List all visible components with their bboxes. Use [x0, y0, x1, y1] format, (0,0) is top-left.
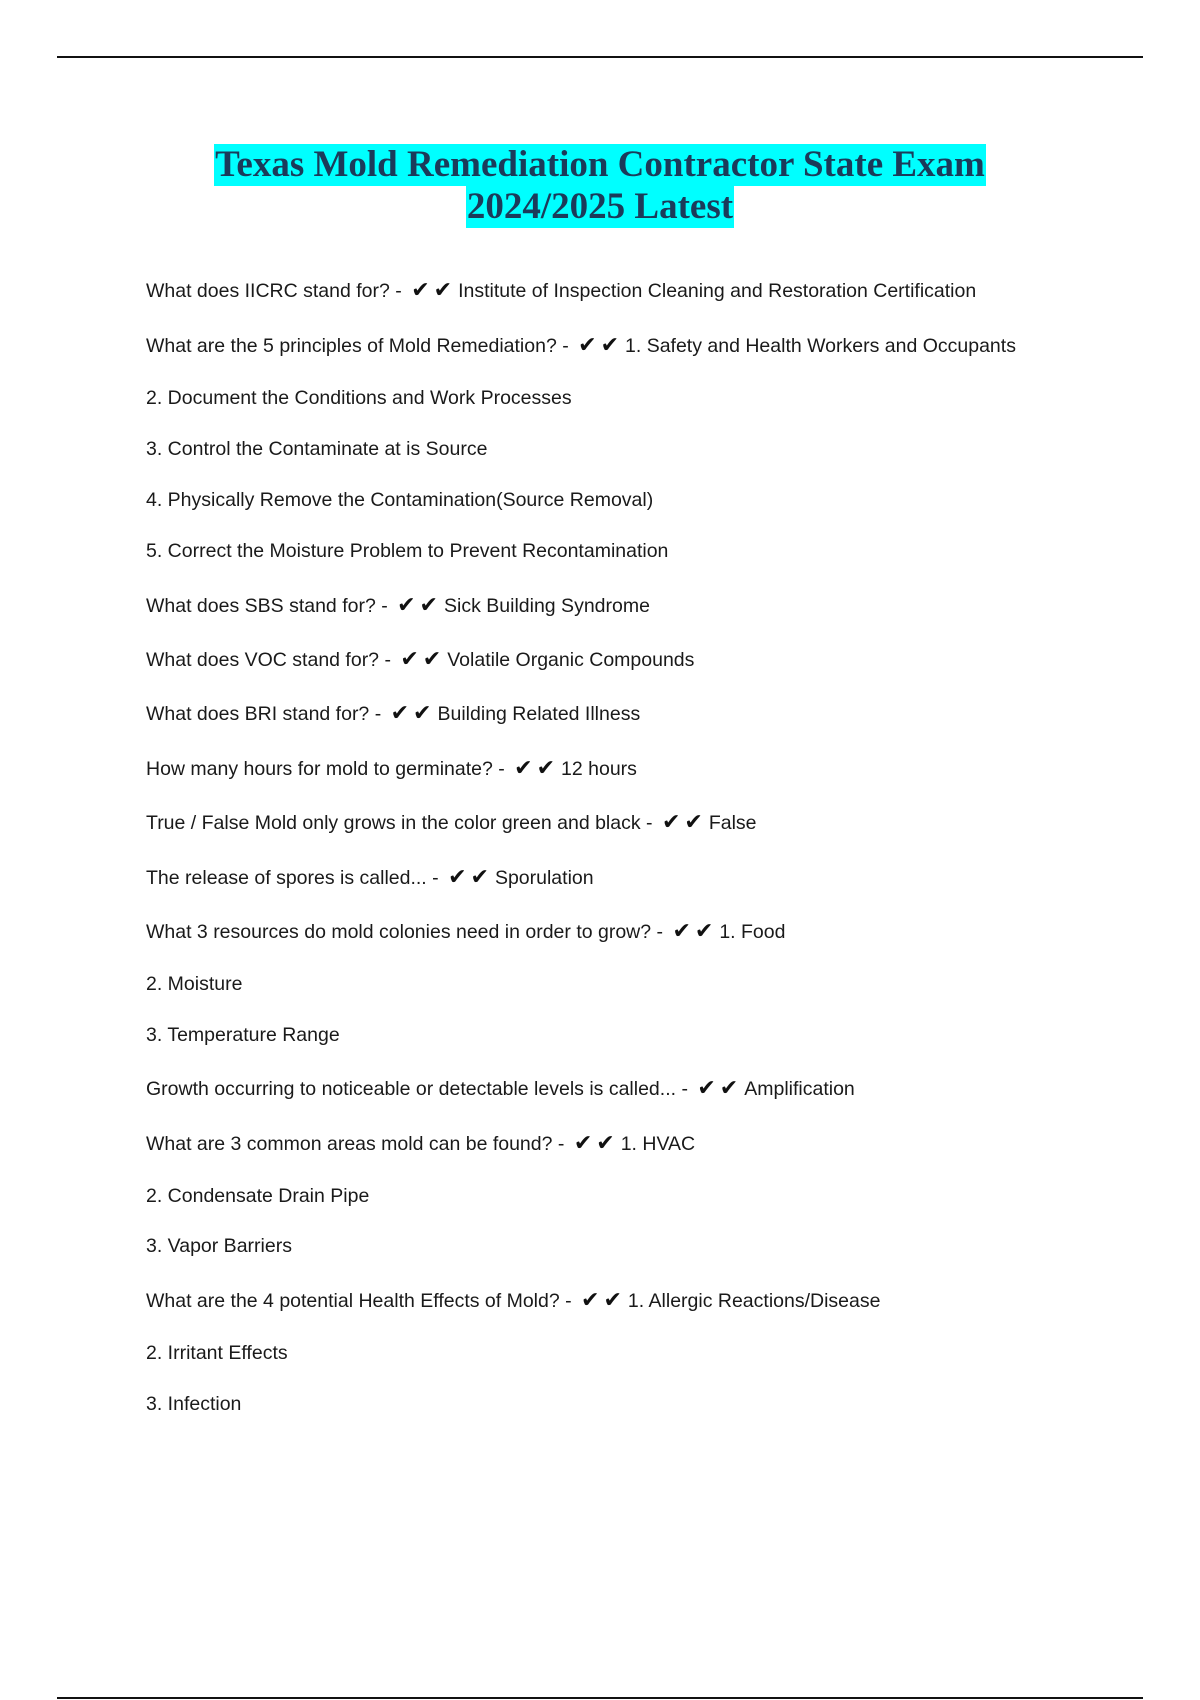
- answer-text: 1. HVAC: [620, 1133, 696, 1155]
- question-text: Growth occurring to noticeable or detectable levels is called... -: [146, 1078, 688, 1100]
- answer-text: 1. Allergic Reactions/Disease: [627, 1290, 881, 1312]
- list-item: 3. Vapor Barriers: [146, 1235, 292, 1257]
- list-item: 2. Moisture: [146, 973, 243, 995]
- qa-line: [146, 278, 976, 304]
- question-text: What are the 4 potential Health Effects of Mold? -: [146, 1290, 572, 1312]
- check-icon: ✔✔: [397, 593, 442, 618]
- list-item: 5. Correct the Moisture Problem to Prevent Recontamination: [146, 540, 669, 562]
- qa-line: [146, 1076, 855, 1102]
- answer-text: Volatile Organic Compounds: [447, 649, 695, 671]
- list-item: 3. Infection: [146, 1393, 242, 1415]
- question-text: What does IICRC stand for? -: [146, 280, 402, 302]
- answer-text: Amplification: [744, 1078, 855, 1100]
- answer-text: 12 hours: [561, 758, 637, 780]
- check-icon: ✔✔: [578, 333, 624, 358]
- answer-text: 1. Safety and Health Workers and Occupants: [625, 335, 1016, 357]
- qa-line: [146, 647, 694, 673]
- top-rule: [57, 56, 1143, 58]
- question-text: The release of spores is called... -: [146, 867, 439, 889]
- answer-text: False: [708, 812, 757, 834]
- check-icon: ✔✔: [672, 919, 718, 944]
- answer-text: Sporulation: [494, 867, 594, 889]
- check-icon: ✔✔: [448, 865, 493, 890]
- qa-line: [146, 810, 757, 836]
- question-text: True / False Mold only grows in the color green and black -: [146, 812, 653, 834]
- check-icon: ✔✔: [573, 1131, 619, 1156]
- check-icon: ✔✔: [697, 1076, 743, 1101]
- list-item: 2. Condensate Drain Pipe: [146, 1185, 370, 1207]
- question-text: What does VOC stand for? -: [146, 649, 391, 671]
- qa-line: [146, 333, 1016, 359]
- question-text: What are the 5 principles of Mold Remediation? -: [146, 335, 569, 357]
- check-icon: ✔✔: [411, 278, 457, 303]
- qa-line: [146, 756, 637, 782]
- check-icon: ✔✔: [390, 701, 436, 726]
- check-icon: ✔✔: [514, 756, 560, 781]
- title-line-1: Texas Mold Remediation Contractor State Exam: [215, 144, 985, 185]
- answer-text: Sick Building Syndrome: [444, 595, 650, 617]
- answer-text: Institute of Inspection Cleaning and Restoration Certification: [458, 280, 977, 302]
- title-line-2: 2024/2025 Latest: [466, 186, 734, 227]
- qa-line: [146, 865, 594, 891]
- list-item: 3. Temperature Range: [146, 1024, 340, 1046]
- qa-line: [146, 919, 785, 945]
- list-item: 4. Physically Remove the Contamination(Source Removal): [146, 489, 654, 511]
- document-title: [0, 144, 1200, 228]
- qa-line: [146, 701, 640, 727]
- answer-text: 1. Food: [719, 921, 786, 943]
- list-item: 2. Irritant Effects: [146, 1342, 288, 1364]
- question-text: What 3 resources do mold colonies need in order to grow? -: [146, 921, 664, 943]
- check-icon: ✔✔: [661, 810, 707, 835]
- list-item: 2. Document the Conditions and Work Processes: [146, 387, 572, 409]
- list-item: 3. Control the Contaminate at is Source: [146, 438, 488, 460]
- bottom-rule: [57, 1697, 1143, 1699]
- check-icon: ✔✔: [581, 1288, 626, 1313]
- question-text: What does SBS stand for? -: [146, 595, 388, 617]
- qa-line: [146, 593, 650, 619]
- question-text: How many hours for mold to germinate? -: [146, 758, 505, 780]
- qa-line: [146, 1288, 880, 1314]
- answer-text: Building Related Illness: [437, 703, 641, 725]
- question-text: What does BRI stand for? -: [146, 703, 382, 725]
- qa-line: [146, 1131, 695, 1157]
- check-icon: ✔✔: [400, 647, 446, 672]
- question-text: What are 3 common areas mold can be found? -: [146, 1133, 565, 1155]
